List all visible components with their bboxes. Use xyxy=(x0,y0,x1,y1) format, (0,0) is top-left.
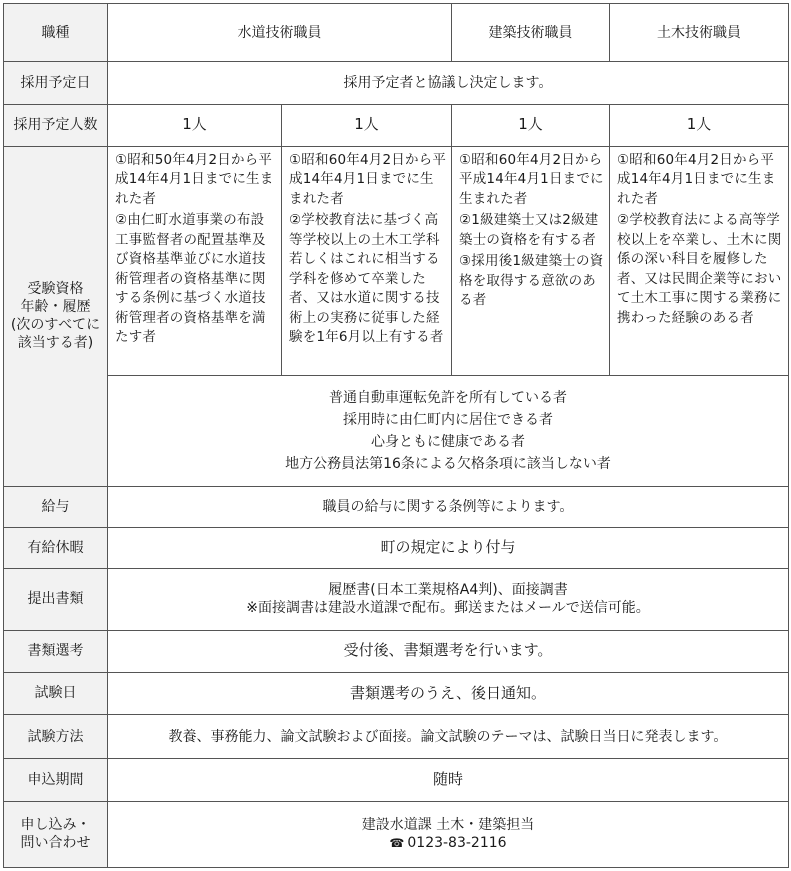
common-qualification-line: 採用時に由仁町内に居住できる者 xyxy=(343,411,553,428)
job-architecture: 建築技術職員 xyxy=(452,4,610,62)
contact-label-line: 申し込み・ xyxy=(20,817,91,834)
hire-count-architecture: 1人 xyxy=(452,104,610,146)
qualification-item: ②由仁町水道事業の布設工事監督者の配置基準及び資格基準並びに水道技術管理者の資格基準に関する条例に基づく水道技術管理者の資格基準を満たす者 xyxy=(115,212,266,346)
documents-value xyxy=(108,569,789,630)
contact-row xyxy=(4,801,789,868)
contact-label xyxy=(4,801,108,868)
hire-date-label: 採用予定日 xyxy=(4,62,108,104)
qualification-label-line: 該当する者) xyxy=(17,335,94,352)
qualification-common xyxy=(108,376,789,487)
exam-method-row xyxy=(4,715,789,759)
qualification-label-line: (次のすべてに xyxy=(10,317,101,334)
common-qualification-line: 地方公務員法第16条による欠格条項に該当しない者 xyxy=(285,455,611,472)
hire-date-value: 採用予定者と協議し決定します。 xyxy=(108,62,789,104)
qualification-item: ③採用後1級建築士の資格を取得する意欲のある者 xyxy=(459,253,604,309)
job-water: 水道技術職員 xyxy=(108,4,452,62)
leave-row xyxy=(4,527,789,568)
hire-date-row xyxy=(4,62,789,104)
documents-line: 履歴書(日本工業規格A4判)、面接調書 xyxy=(328,582,568,599)
contact-phone-line xyxy=(108,834,788,852)
contact-value xyxy=(108,801,789,868)
exam-date-row xyxy=(4,672,789,714)
recruitment-table xyxy=(3,3,789,868)
salary-label: 給与 xyxy=(4,486,108,527)
job-civil: 土木技術職員 xyxy=(610,4,789,62)
common-qualification-line: 普通自動車運転免許を所有している者 xyxy=(329,389,567,406)
leave-label: 有給休暇 xyxy=(4,527,108,568)
hire-count-water-civil: 1人 xyxy=(282,104,452,146)
qualification-water-civil xyxy=(282,146,452,375)
qualification-item: ①昭和60年4月2日から平成14年4月1日までに生まれた者 xyxy=(289,151,447,207)
hire-count-label: 採用予定人数 xyxy=(4,104,108,146)
application-period-value: 随時 xyxy=(108,759,789,801)
qualification-label xyxy=(4,146,108,486)
exam-method-value: 教養、事務能力、論文試験および面接。論文試験のテーマは、試験日当日に発表します。 xyxy=(108,715,789,759)
qualification-label-line: 年齢・履歴 xyxy=(20,299,91,316)
exam-date-value: 書類選考のうえ、後日通知。 xyxy=(108,672,789,714)
qualification-water xyxy=(108,146,282,375)
header-row xyxy=(4,4,789,62)
common-qualification-line: 心身ともに健康である者 xyxy=(371,433,525,450)
salary-row xyxy=(4,486,789,527)
contact-phone: 0123-83-2116 xyxy=(407,835,507,852)
application-period-label: 申込期間 xyxy=(4,759,108,801)
salary-value: 職員の給与に関する条例等によります。 xyxy=(108,486,789,527)
qualification-item: ①昭和60年4月2日から平成14年4月1日までに生まれた者 xyxy=(617,151,776,207)
hire-count-water: 1人 xyxy=(108,104,282,146)
qualification-label-line: 受験資格 xyxy=(27,280,84,297)
qualification-architecture xyxy=(452,146,610,375)
exam-date-label: 試験日 xyxy=(4,672,108,714)
qualification-item: ①昭和50年4月2日から平成14年4月1日までに生まれた者 xyxy=(115,151,274,207)
documents-label: 提出書類 xyxy=(4,569,108,630)
qualification-row xyxy=(4,146,789,375)
application-period-row xyxy=(4,759,789,801)
documents-line: ※面接調書は建設水道課で配布。郵送またはメールで送信可能。 xyxy=(246,600,650,617)
screening-label: 書類選考 xyxy=(4,630,108,672)
hire-count-civil: 1人 xyxy=(610,104,789,146)
leave-value: 町の規定により付与 xyxy=(108,527,789,568)
qualification-item: ②学校教育法による高等学校以上を卒業し、土木に関係の深い科目を履修した者、又は民間企業等において土木工事に関する業務に携わった経験のある者 xyxy=(617,212,782,326)
exam-method-label: 試験方法 xyxy=(4,715,108,759)
telephone-icon: ☎ xyxy=(389,836,405,851)
header-label: 職種 xyxy=(4,4,108,62)
qualification-civil xyxy=(610,146,789,375)
documents-row xyxy=(4,569,789,630)
screening-value: 受付後、書類選考を行います。 xyxy=(108,630,789,672)
qualification-item: ②1級建築士又は2級建築士の資格を有する者 xyxy=(459,212,599,248)
contact-department: 建設水道課 土木・建築担当 xyxy=(361,817,535,834)
screening-row xyxy=(4,630,789,672)
hire-count-row xyxy=(4,104,789,146)
qualification-item: ②学校教育法に基づく高等学校以上の土木工学科若しくはこれに相当する学科を修めて卒業した者、又は水道に関する技術上の実務に従事した経験を1年6月以上有する者 xyxy=(289,212,444,346)
qualification-item: ①昭和60年4月2日から平成14年4月1日までに生まれた者 xyxy=(459,151,604,207)
qualification-common-row xyxy=(4,376,789,487)
contact-label-line: 問い合わせ xyxy=(20,835,91,852)
